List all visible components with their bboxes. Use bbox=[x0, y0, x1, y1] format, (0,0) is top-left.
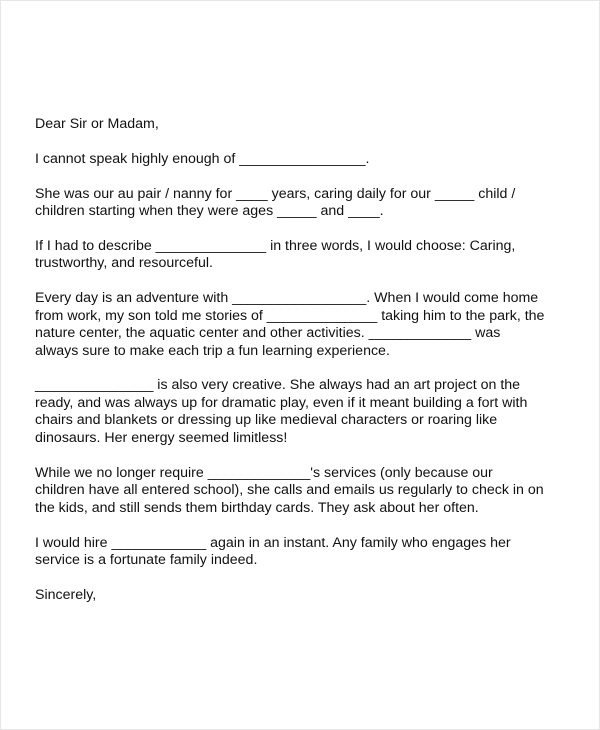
paragraph-line: always sure to make each trip a fun learning experience. bbox=[35, 342, 390, 359]
paragraph-line: I would hire ____________ again in an instant. Any family who engages her bbox=[35, 534, 511, 551]
paragraph-7 bbox=[35, 535, 583, 570]
paragraph-2 bbox=[35, 186, 583, 221]
letter-body bbox=[35, 116, 583, 622]
paragraph-line: children have all entered school), she calls and emails us regularly to check in on bbox=[35, 482, 544, 499]
paragraph-line: chairs and blankets or dressing up like medieval characters or roaring like bbox=[35, 412, 498, 429]
paragraph-4 bbox=[35, 290, 583, 360]
paragraph-line: If I had to describe ______________ in three words, I would choose: Caring, bbox=[35, 237, 516, 254]
salutation-line: Dear Sir or Madam, bbox=[35, 116, 159, 132]
paragraph-3 bbox=[35, 238, 583, 273]
paragraph-line: dinosaurs. Her energy seemed limitless! bbox=[35, 429, 288, 446]
paragraph-line: _______________ is also very creative. She always had an art project on the bbox=[35, 377, 521, 394]
paragraph-line: ready, and was always up for dramatic play, even if it meant building a fort with bbox=[35, 394, 528, 411]
paragraph-6 bbox=[35, 465, 583, 518]
paragraph-line: She was our au pair / nanny for ____ years, caring daily for our _____ child / bbox=[35, 185, 516, 202]
paragraph-1 bbox=[35, 151, 583, 169]
paragraph-line: Every day is an adventure with _________________. When I would come home bbox=[35, 290, 539, 307]
closing bbox=[35, 587, 583, 605]
paragraph-line: While we no longer require _____________'s services (only because our bbox=[35, 464, 493, 481]
paragraph-line: the kids, and still sends them birthday cards. They ask about her often. bbox=[35, 499, 479, 516]
paragraph-line: from work, my son told me stories of ______________ taking him to the park, the bbox=[35, 307, 545, 324]
salutation bbox=[35, 116, 583, 134]
paragraph-line: I cannot speak highly enough of ________________. bbox=[35, 150, 370, 167]
paragraph-line: service is a fortunate family indeed. bbox=[35, 552, 258, 569]
paragraph-line: trustworthy, and resourceful. bbox=[35, 255, 213, 272]
closing-line: Sincerely, bbox=[35, 586, 97, 603]
paragraph-line: children starting when they were ages _____ and ____. bbox=[35, 203, 384, 220]
paragraph-5 bbox=[35, 377, 583, 447]
paragraph-line: nature center, the aquatic center and other activities. _____________ was bbox=[35, 325, 501, 342]
